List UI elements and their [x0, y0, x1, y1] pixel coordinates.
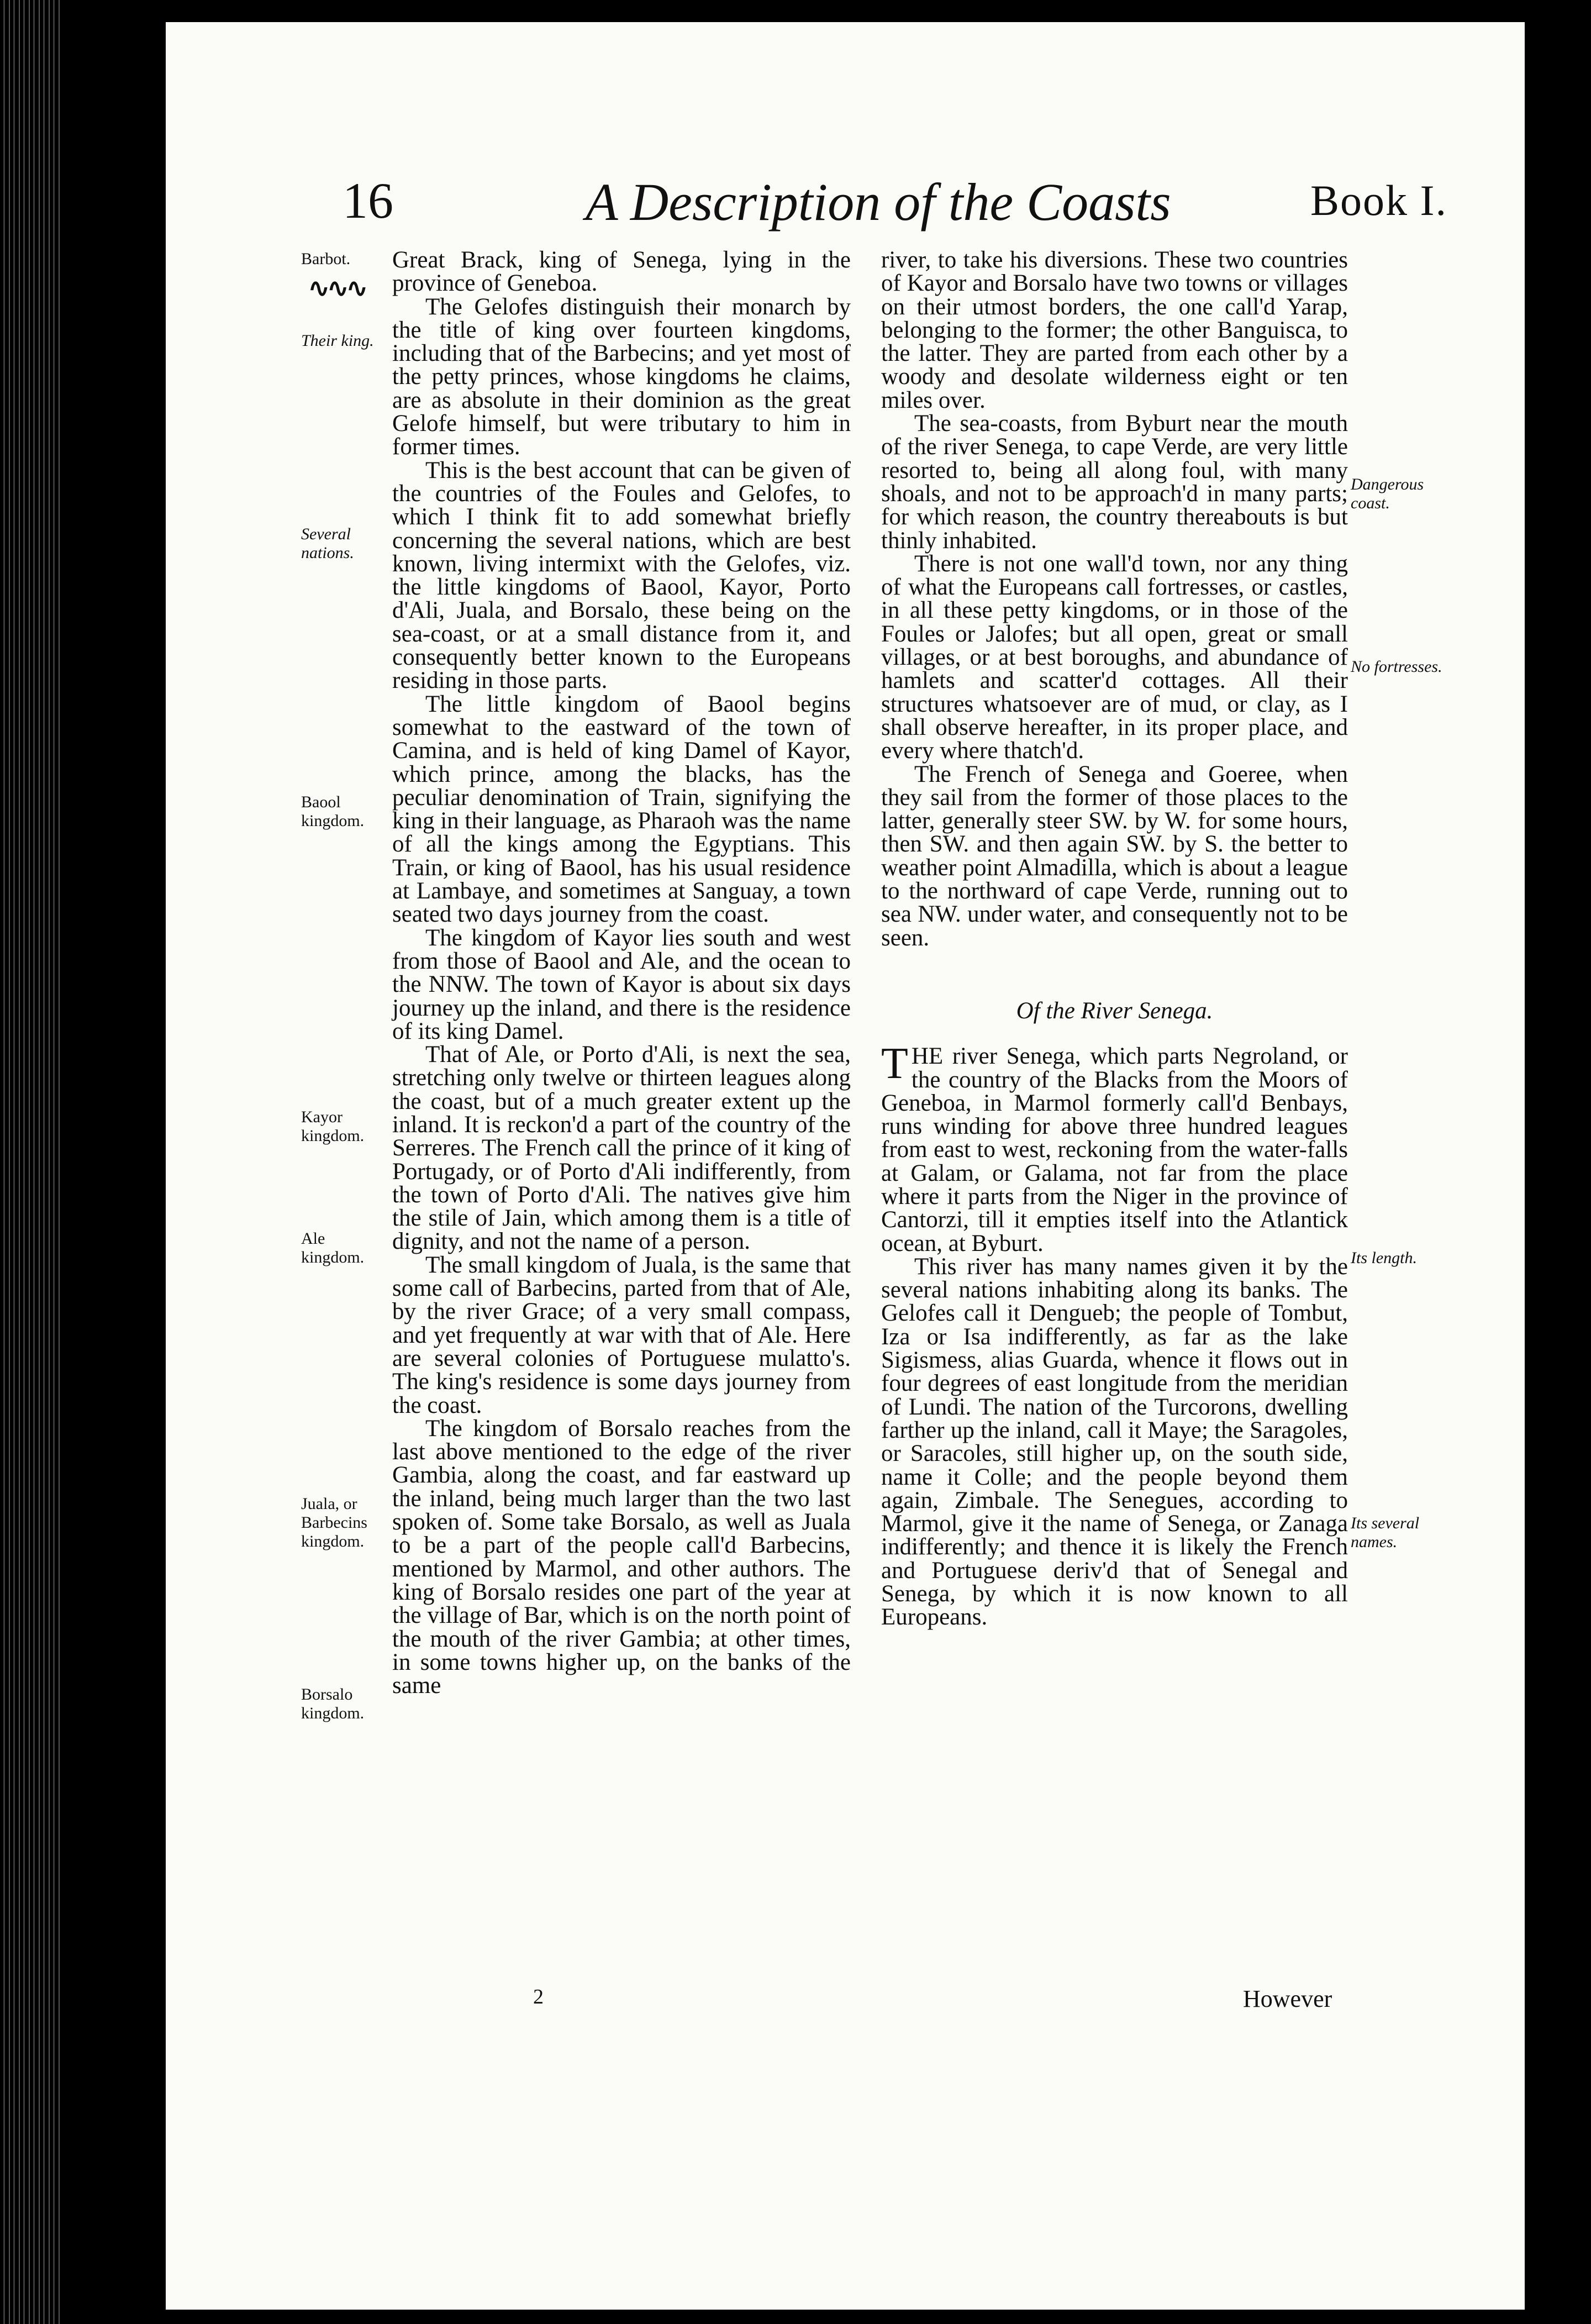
paragraph-text: HE river Senega, which parts Negroland, or the country of the Blacks from the Moors of Geneboa, in Marmol formerly call'd Benbays, runs winding for above three hundred leagues from east to west, reckoning from the water-falls at Galam, or Galama, not far from the place where it parts from the Niger in the province of Cantorzi, till it empties itself into the Atlantick ocean, at Byburt. — [881, 1043, 1348, 1256]
paragraph: river, to take his diversions. These two countries of Kayor and Borsalo have two towns or villages on their utmost borders, the one call'd Yarap, belonging to the former; the other Banguisca, to the latter. They are parted from each other by a woody and desolate wilderness eight or ten miles over. — [881, 247, 1348, 413]
paragraph: The French of Senega and Goeree, when they sail from the former of those places to the latter, generally steer SW. by W. for some hours, then SW. and then again SW. by S. the better to weather point Almadilla, which is about a league to the northward of cape Verde, running out to sea NW. under water, and consequently not to be seen. — [881, 761, 1348, 951]
paragraph: The little kingdom of Baool begins somewhat to the eastward of the town of Camina, and is held of king Damel of Kayor, which prince, among the blacks, has the peculiar denomination of Train, signifying the king in their language, as Pharaoh was the name of all the kings among the Egyptians. This Train, or king of Baool, has his usual residence at Lambaye, and sometimes at Sanguay, a town seated two days journey from the coast. — [392, 691, 851, 928]
page-number: 16 — [343, 172, 393, 229]
margin-note-juala: Juala, or Barbecins kingdom. — [301, 1495, 367, 1550]
paragraph: Great Brack, king of Senega, lying in the province of Geneboa. — [392, 247, 851, 297]
margin-note-kayor: Kayor kingdom. — [301, 1108, 365, 1145]
paragraph: The kingdom of Borsalo reaches from the last above mentioned to the edge of the river Gambia, along the coast, and far eastward up the inland, being much larger than the two last spoken of. Some take Borsalo, as well as Juala to be a part of the people call'd Barbecins, mentioned by Marmol, and other authors. The king of Borsalo resides one part of the year at the village of Bar, which is on the north point of the mouth of the river Gambia; at other times, in some towns higher up, on the banks of the same — [392, 1415, 851, 1699]
margin-note-barbot: Barbot. — [301, 250, 351, 268]
paragraph: That of Ale, or Porto d'Ali, is next the sea, stretching only twelve or thirteen leagues along the coast, but of a much greater extent up the inland. It is reckon'd a part of the country of the Serreres. The French call the prince of it king of Portugady, or of Porto d'Ali indifferently, from the town of Porto d'Ali. The natives give him the stile of Jain, which among them is a title of dignity, and not the name of a person. — [392, 1042, 851, 1255]
paragraph: The kingdom of Kayor lies south and west from those of Baool and Ale, and the ocean to the NNW. The town of Kayor is about six days journey up the inland, and there is the residence of its king Damel. — [392, 924, 851, 1044]
margin-note-baool: Baool kingdom. — [301, 793, 365, 830]
paragraph: The small kingdom of Juala, is the same that some call of Barbecins, parted from that of Ale, by the river Grace; of a very small compass, and yet frequently at war with that of Ale. Here are several colonies of Portuguese mulatto's. The king's residence is some days journey from the coast. — [392, 1252, 851, 1418]
paragraph: This river has many names given it by the several nations inhabiting along its banks. The Gelofes call it Dengueb; the people of Tombut, Iza or Isa indifferently, as far as the lake Sigismess, alias Guarda, whence it flows out in four degrees of east longitude from the meridian of Lundi. The nation of the Turcorons, dwelling farther up the inland, call it Maye; the Saragoles, or Saracoles, still higher up, on the south side, name it Colle; and the people beyond them again, Zimbale. The Senegues, according to Marmol, give it the name of Senega, or Zanaga indifferently; and thence it is likely the French and Portuguese deriv'd that of Senegal and Senega, by which it is now known to all Europeans. — [881, 1253, 1348, 1631]
book-label: Book I. — [1310, 176, 1447, 224]
signature-mark: 2 — [533, 1985, 544, 2008]
margin-note-no-fortresses: No fortresses. — [1351, 658, 1442, 676]
book-binding-edge — [0, 0, 61, 2324]
drop-capital: T — [881, 1039, 908, 1089]
ornament-squiggle: ∿∿∿ — [308, 274, 366, 302]
margin-note-its-length: Its length. — [1351, 1249, 1417, 1267]
left-text-column — [392, 249, 851, 1697]
running-head — [343, 171, 1447, 232]
paragraph: This is the best account that can be given of the countries of the Foules and Gelofes, to which I think fit to add somewhat briefly concerning the several nations, which are best known, living intermixt with the Gelofes, viz. the little kingdoms of Baool, Kayor, Porto d'Ali, Juala, and Borsalo, these being on the sea-coast, or at a small distance from it, and consequently better known to the Europeans residing in those parts. — [392, 457, 851, 694]
paragraph — [881, 1039, 1348, 1256]
margin-note-their-king: Their king. — [301, 332, 374, 350]
paragraph: There is not one wall'd town, nor any thing of what the Europeans call fortresses, or castles, in all these petty kingdoms, or in those of the Foules or Jalofes; but all open, great or small villages, or at best boroughs, and abundance of hamlets and scatter'd cottages. All their structures whatsoever are of mud, or clay, as I shall observe hereafter, in its proper place, and every where thatch'd. — [881, 550, 1348, 764]
margin-note-several-names: Its several names. — [1351, 1514, 1420, 1551]
margin-note-borsalo: Borsalo kingdom. — [301, 1685, 365, 1722]
margin-note-ale: Ale kingdom. — [301, 1229, 365, 1266]
paragraph: The sea-coasts, from Byburt near the mouth of the river Senega, to cape Verde, are very little resorted to, being all along foul, with many shoals, and not to be approach'd in many parts; for which reason, the country thereabouts is but thinly inhabited. — [881, 411, 1348, 554]
paragraph: The Gelofes distinguish their monarch by the title of king over fourteen kingdoms, including that of the Barbecins; and yet most of the petty princes, whose kingdoms he claims, are as absolute in their dominion as the great Gelofe himself, but were tributary to him in former times. — [392, 293, 851, 460]
running-title: A Description of the Coasts — [586, 172, 1171, 232]
page-outer-edge — [1525, 0, 1591, 2324]
catchword: However — [1243, 1985, 1332, 2012]
margin-note-dangerous-coast: Dangerous coast. — [1351, 475, 1424, 512]
section-heading: Of the River Senega. — [1016, 997, 1213, 1024]
right-text-column — [881, 249, 1348, 1629]
margin-note-several-nations: Several nations. — [301, 525, 354, 562]
